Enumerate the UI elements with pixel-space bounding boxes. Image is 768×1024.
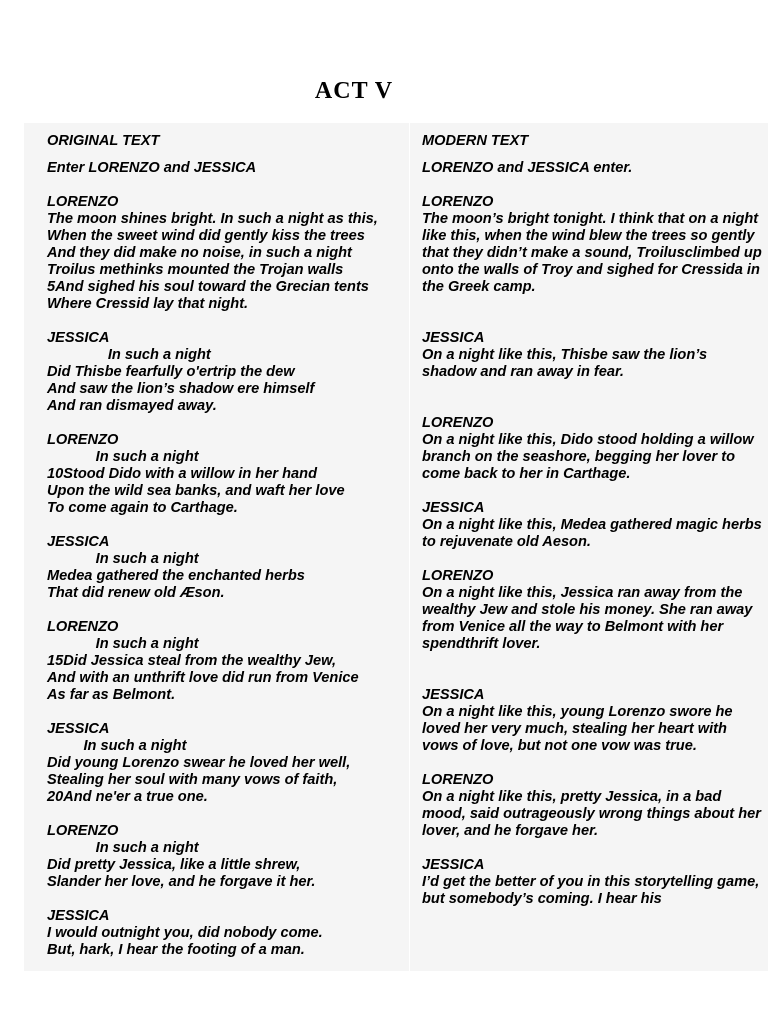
dialogue-block <box>422 687 762 755</box>
speaker-name: JESSICA <box>47 534 110 550</box>
speaker-name: LORENZO <box>422 772 494 788</box>
verse-line: When the sweet wind did gently kiss the trees <box>47 228 365 244</box>
verse-line: That did renew old Æson. <box>47 585 225 601</box>
dialogue-block <box>422 568 762 653</box>
verse-line: Troilus methinks mounted the Trojan walls <box>47 262 344 278</box>
modern-paragraph: On a night like this, young Lorenzo swore he loved her very much, stealing her heart with vows of love, but not one vow was true. <box>422 704 733 754</box>
verse-line: And with an unthrift love did run from Venice <box>47 670 359 686</box>
verse-line: 20And ne'er a true one. <box>47 789 208 805</box>
verse-line: To come again to Carthage. <box>47 500 238 516</box>
verse-line: And ran dismayed away. <box>47 398 217 414</box>
dialogue-block <box>47 908 407 959</box>
verse-line: Where Cressid lay that night. <box>47 296 249 312</box>
dialogue-block <box>422 330 762 381</box>
verse-line: In such a night <box>47 347 211 363</box>
modern-paragraph: On a night like this, Dido stood holding a willow branch on the seashore, begging her lover to come back to her in Carthage. <box>422 432 754 482</box>
dialogue-block <box>422 194 762 296</box>
modern-paragraph: On a night like this, Medea gathered magic herbs to rejuvenate old Aeson. <box>422 517 762 550</box>
original-text-column <box>47 133 407 976</box>
verse-line: But, hark, I hear the footing of a man. <box>47 942 305 958</box>
dialogue-block <box>47 330 407 415</box>
page-title: ACT V <box>314 78 394 104</box>
speaker-name: JESSICA <box>47 330 110 346</box>
verse-line: Slander her love, and he forgave it her. <box>47 874 316 890</box>
speaker-name: LORENZO <box>47 619 119 635</box>
speaker-name: LORENZO <box>47 823 119 839</box>
speaker-name: JESSICA <box>47 721 110 737</box>
modern-dialogue <box>422 194 762 908</box>
verse-line: Did pretty Jessica, like a little shrew, <box>47 857 301 873</box>
modern-paragraph: I’d get the better of you in this storytelling game, but somebody’s coming. I hear his <box>422 874 760 907</box>
verse-line: Upon the wild sea banks, and waft her love <box>47 483 345 499</box>
dialogue-block <box>47 534 407 602</box>
dialogue-block <box>47 721 407 806</box>
verse-line: In such a night <box>47 840 199 856</box>
verse-line: In such a night <box>47 551 199 567</box>
verse-line: In such a night <box>47 449 199 465</box>
verse-line: In such a night <box>47 636 199 652</box>
modern-paragraph: On a night like this, pretty Jessica, in a bad mood, said outrageously wrong things about her lover, and he forgave her. <box>422 789 761 839</box>
speaker-name: LORENZO <box>47 194 119 210</box>
verse-line: Did young Lorenzo swear he loved her well, <box>47 755 351 771</box>
dialogue-block <box>422 415 762 483</box>
dialogue-block <box>47 823 407 891</box>
speaker-name: LORENZO <box>422 415 494 431</box>
speaker-name: JESSICA <box>422 857 485 873</box>
original-text-header: ORIGINAL TEXT <box>47 133 160 149</box>
verse-line: 10Stood Dido with a willow in her hand <box>47 466 317 482</box>
stage-direction: LORENZO and JESSICA enter. <box>422 160 633 176</box>
modern-paragraph: On a night like this, Thisbe saw the lion’s shadow and ran away in fear. <box>422 347 708 380</box>
verse-line: I would outnight you, did nobody come. <box>47 925 323 941</box>
verse-line: The moon shines bright. In such a night as this, <box>47 211 378 227</box>
verse-line: 5And sighed his soul toward the Grecian tents <box>47 279 369 295</box>
verse-line: Medea gathered the enchanted herbs <box>47 568 305 584</box>
dialogue-block <box>47 619 407 704</box>
speaker-name: LORENZO <box>422 568 494 584</box>
verse-line: As far as Belmont. <box>47 687 176 703</box>
modern-paragraph: On a night like this, Jessica ran away from the wealthy Jew and stole his money. She ran away from Venice all the way to Belmont with her spendthrift lover. <box>422 585 753 652</box>
original-dialogue <box>47 194 407 959</box>
speaker-name: JESSICA <box>47 908 110 924</box>
verse-line: 15Did Jessica steal from the wealthy Jew, <box>47 653 337 669</box>
speaker-name: JESSICA <box>422 500 485 516</box>
dialogue-block <box>47 432 407 517</box>
dialogue-block <box>422 500 762 551</box>
verse-line: And they did make no noise, in such a night <box>47 245 352 261</box>
verse-line: Stealing her soul with many vows of faith, <box>47 772 338 788</box>
verse-line: Did Thisbe fearfully o'ertrip the dew <box>47 364 295 380</box>
modern-text-header: MODERN TEXT <box>422 133 529 149</box>
verse-line: In such a night <box>47 738 187 754</box>
dialogue-block <box>422 857 762 908</box>
dialogue-block <box>422 772 762 840</box>
modern-text-column <box>422 133 762 925</box>
speaker-name: JESSICA <box>422 687 485 703</box>
verse-line: And saw the lion’s shadow ere himself <box>47 381 315 397</box>
speaker-name: LORENZO <box>47 432 119 448</box>
speaker-name: JESSICA <box>422 330 485 346</box>
speaker-name: LORENZO <box>422 194 494 210</box>
modern-paragraph: The moon’s bright tonight. I think that on a night like this, when the wind blew the trees so gently that they didn’t make a sound, Troilusclimbed up onto the walls of Troy and sighed for Cressida in the Greek camp. <box>422 211 762 295</box>
stage-direction: Enter LORENZO and JESSICA <box>47 160 257 176</box>
dialogue-block <box>47 194 407 313</box>
